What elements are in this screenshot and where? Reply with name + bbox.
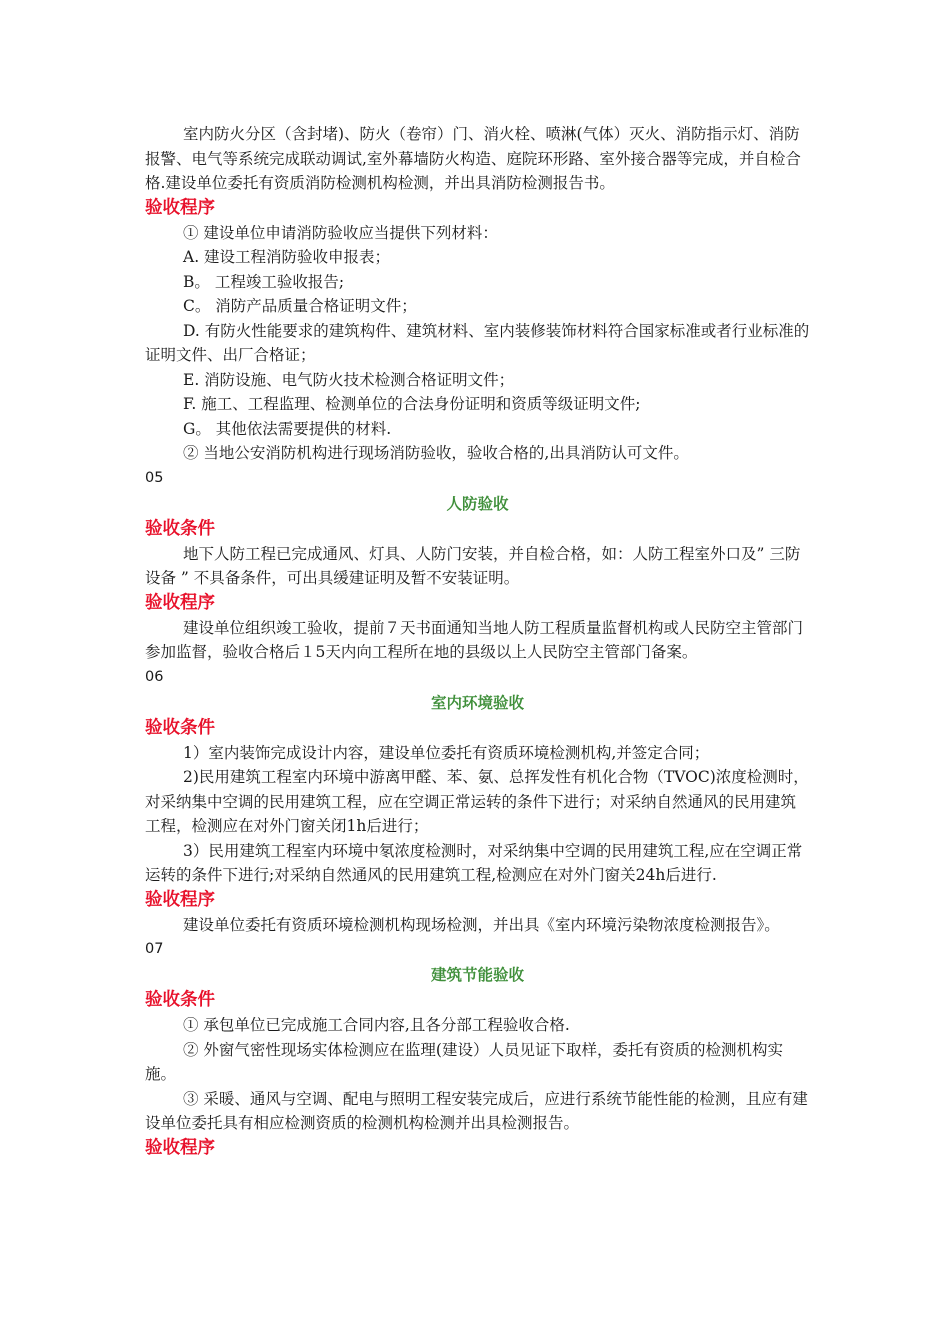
procedure-heading: 验收程序 <box>145 592 215 613</box>
condition-paragraph: 2)民用建筑工程室内环境中游离甲醛、苯、氨、总挥发性有机化合物（TVOC)浓度检测时，对采纳集中空调的民用建筑工程，应在空调正常运转的条件下进行；对采纳自然通风的民用建筑工程，检测应在对外门窗关闭1h后进行； <box>145 768 809 835</box>
procedure-heading: 验收程序 <box>145 1137 215 1158</box>
list-item: C。 消防产品质量合格证明文件； <box>183 297 417 315</box>
condition-paragraph: ① 承包单位已完成施工合同内容,且各分部工程验收合格. <box>183 1016 570 1034</box>
section-title: 室内环境验收 <box>430 692 524 712</box>
document-page <box>145 122 810 1161</box>
list-item: ② 当地公安消防机构进行现场消防验收，验收合格的,出具消防认可文件。 <box>183 444 689 462</box>
condition-paragraph: 地下人防工程已完成通风、灯具、人防门安装，并自检合格，如：人防工程室外口及” 三防设备 ” 不具备条件，可出具缓建证明及暂不安装证明。 <box>145 544 801 587</box>
procedure-paragraph: 建设单位委托有资质环境检测机构现场检测，并出具《室内环境污染物浓度检测报告》。 <box>183 915 780 934</box>
section-title: 人防验收 <box>446 493 509 513</box>
condition-paragraph: 1）室内装饰完成设计内容，建设单位委托有资质环境检测机构,并签定合同； <box>183 743 710 762</box>
list-item: G。 其他依法需要提供的材料. <box>183 419 392 438</box>
list-item: ① 建设单位申请消防验收应当提供下列材料： <box>183 223 498 242</box>
list-item: D. 有防火性能要求的建筑构件、建筑材料、室内装修装饰材料符合国家标准或者行业标准的证明文件、出厂合格证； <box>145 321 810 364</box>
list-item: A. 建设工程消防验收申报表； <box>183 248 391 266</box>
intro-paragraph: 室内防火分区（含封堵)、防火（卷帘）门、消火栓、喷淋(气体）灭火、消防指示灯、消防报警、电气等系统完成联动调试,室外幕墙防火构造、庭院环形路、室外接合器等完成，并自检合格.建设单位委托有资质消防检测机构检测，并出具消防检测报告书。 <box>145 125 801 192</box>
procedure-paragraph: 建设单位组织竣工验收，提前７天书面通知当地人防工程质量监督机构或人民防空主管部门参加监督，验收合格后１5天内向工程所在地的县级以上人民防空主管部门备案。 <box>145 618 804 661</box>
section-number: 07 <box>145 941 164 957</box>
condition-paragraph: ③ 采暖、通风与空调、配电与照明工程安装完成后，应进行系统节能性能的检测，且应有建设单位委托具有相应检测资质的检测机构检测并出具检测报告。 <box>145 1089 808 1132</box>
section-number: 06 <box>145 668 164 685</box>
condition-heading: 验收条件 <box>145 518 215 539</box>
section-number: 05 <box>145 469 164 486</box>
condition-heading: 验收条件 <box>145 990 215 1010</box>
fire-procedure-heading: 验收程序 <box>145 197 215 218</box>
list-item: E. 消防设施、电气防火技术检测合格证明文件； <box>183 370 515 389</box>
condition-paragraph: ② 外窗气密性现场实体检测应在监理(建设）人员见证下取样，委托有资质的检测机构实施。 <box>145 1040 783 1083</box>
condition-heading: 验收条件 <box>145 717 215 738</box>
procedure-heading: 验收程序 <box>145 889 215 910</box>
condition-paragraph: 3）民用建筑工程室内环境中氡浓度检测时，对采纳集中空调的民用建筑工程,应在空调正常运转的条件下进行;对采纳自然通风的民用建筑工程,检测应在对外门窗关24h后进行. <box>145 841 803 884</box>
section-title: 建筑节能验收 <box>430 965 524 984</box>
list-item: B。 工程竣工验收报告; <box>183 272 345 291</box>
list-item: F. 施工、工程监理、检测单位的合法身份证明和资质等级证明文件; <box>183 395 641 413</box>
